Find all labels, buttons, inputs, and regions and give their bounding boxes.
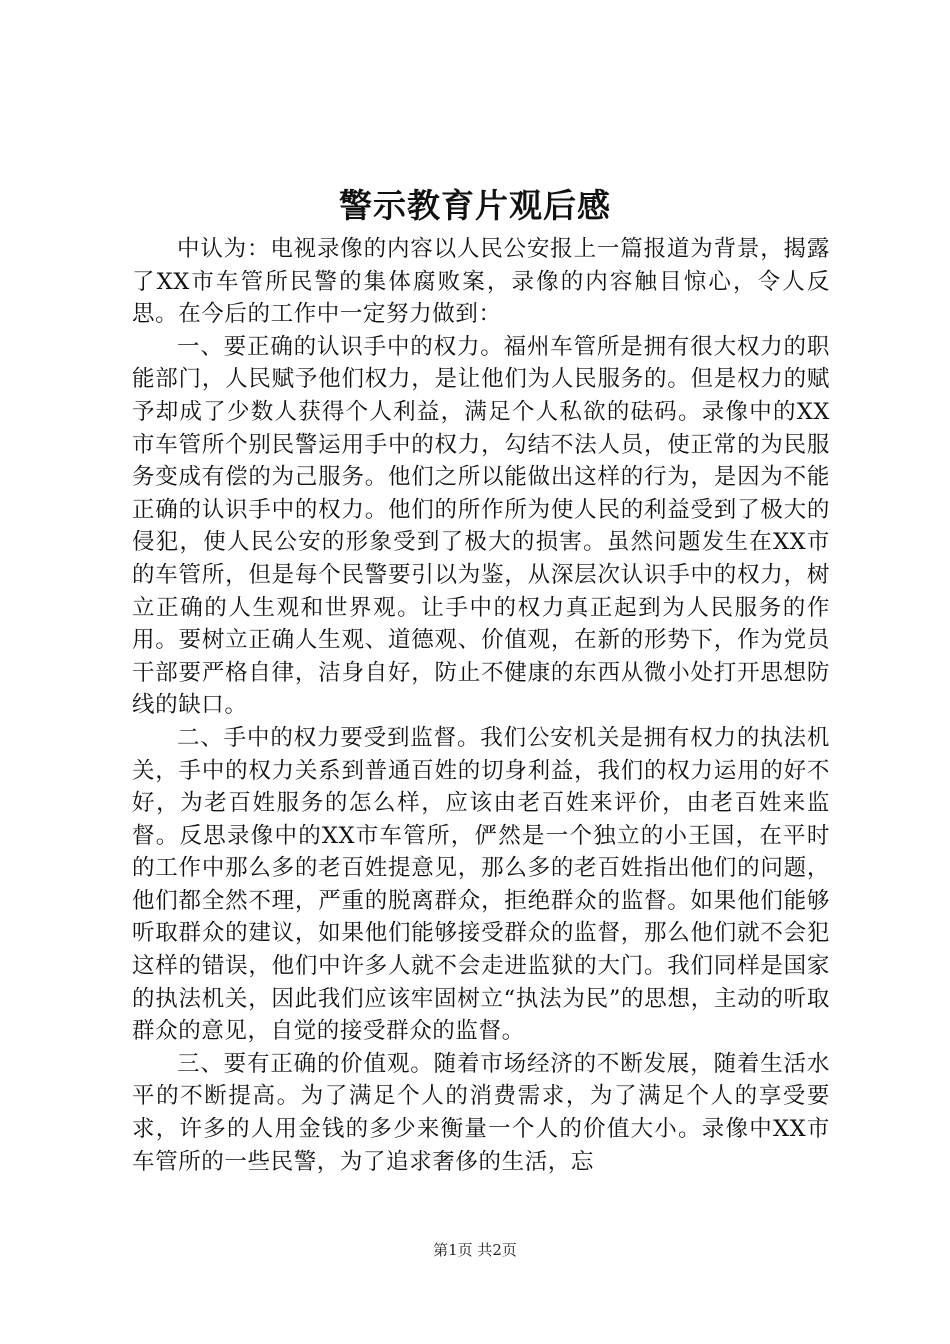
page-number-footer: 第1页 共2页 [433,1241,517,1259]
paragraph-intro: 中认为：电视录像的内容以人民公安报上一篇报道为背景，揭露了XX市车管所民警的集体腐败案，录像的内容触目惊心，令人反思。在今后的工作中一定努力做到： [132,236,830,328]
paragraph-section-2: 二、手中的权力要受到监督。我们公安机关是拥有权力的执法机关，手中的权力关系到普通百姓的切身利益，我们的权力运用的好不好，为老百姓服务的怎么样，应该由老百姓来评价，由老百姓来监督。反思录像中的XX市车管所，俨然是一个独立的小王国，在平时的工作中那么多的老百姓提意见，那么多的老百姓指出他们的问题，他们都全然不理，严重的脱离群众，拒绝群众的监督。如果他们能够听取群众的建议，如果他们能够接受群众的监督，那么他们就不会犯这样的错误，他们中许多人就不会走进监狱的大门。我们同样是国家的执法机关，因此我们应该牢固树立“执法为民”的思想，主动的听取群众的意见，自觉的接受群众的监督。 [132,724,830,1045]
document-body [132,233,830,1178]
paragraph-section-1: 一、要正确的认识手中的权力。福州车管所是拥有很大权力的职能部门，人民赋予他们权力，是让他们为人民服务的。但是权力的赋予却成了少数人获得个人利益，满足个人私欲的砝码。录像中的XX市车管所个别民警运用手中的权力，勾结不法人员，使正常的为民服务变成有偿的为己服务。他们之所以能做出这样的行为，是因为不能正确的认识手中的权力。他们的所作所为使人民的利益受到了极大的侵犯，使人民公安的形象受到了极大的损害。虽然问题发生在XX市的车管所，但是每个民警要引以为鉴，从深层次认识手中的权力，树立正确的人生观和世界观。让手中的权力真正起到为人民服务的作用。要树立正确人生观、道德观、价值观，在新的形势下，作为党员干部要严格自律，洁身自好，防止不健康的东西从微小处打开思想防线的缺口。 [132,333,830,719]
paragraph-section-3: 三、要有正确的价值观。随着市场经济的不断发展，随着生活水平的不断提高。为了满足个人的消费需求，为了满足个人的享受要求，许多的人用金钱的多少来衡量一个人的价值大小。录像中XX市车管所的一些民警，为了追求奢侈的生活，忘 [132,1050,830,1175]
document-title: 警示教育片观后感 [339,186,611,225]
